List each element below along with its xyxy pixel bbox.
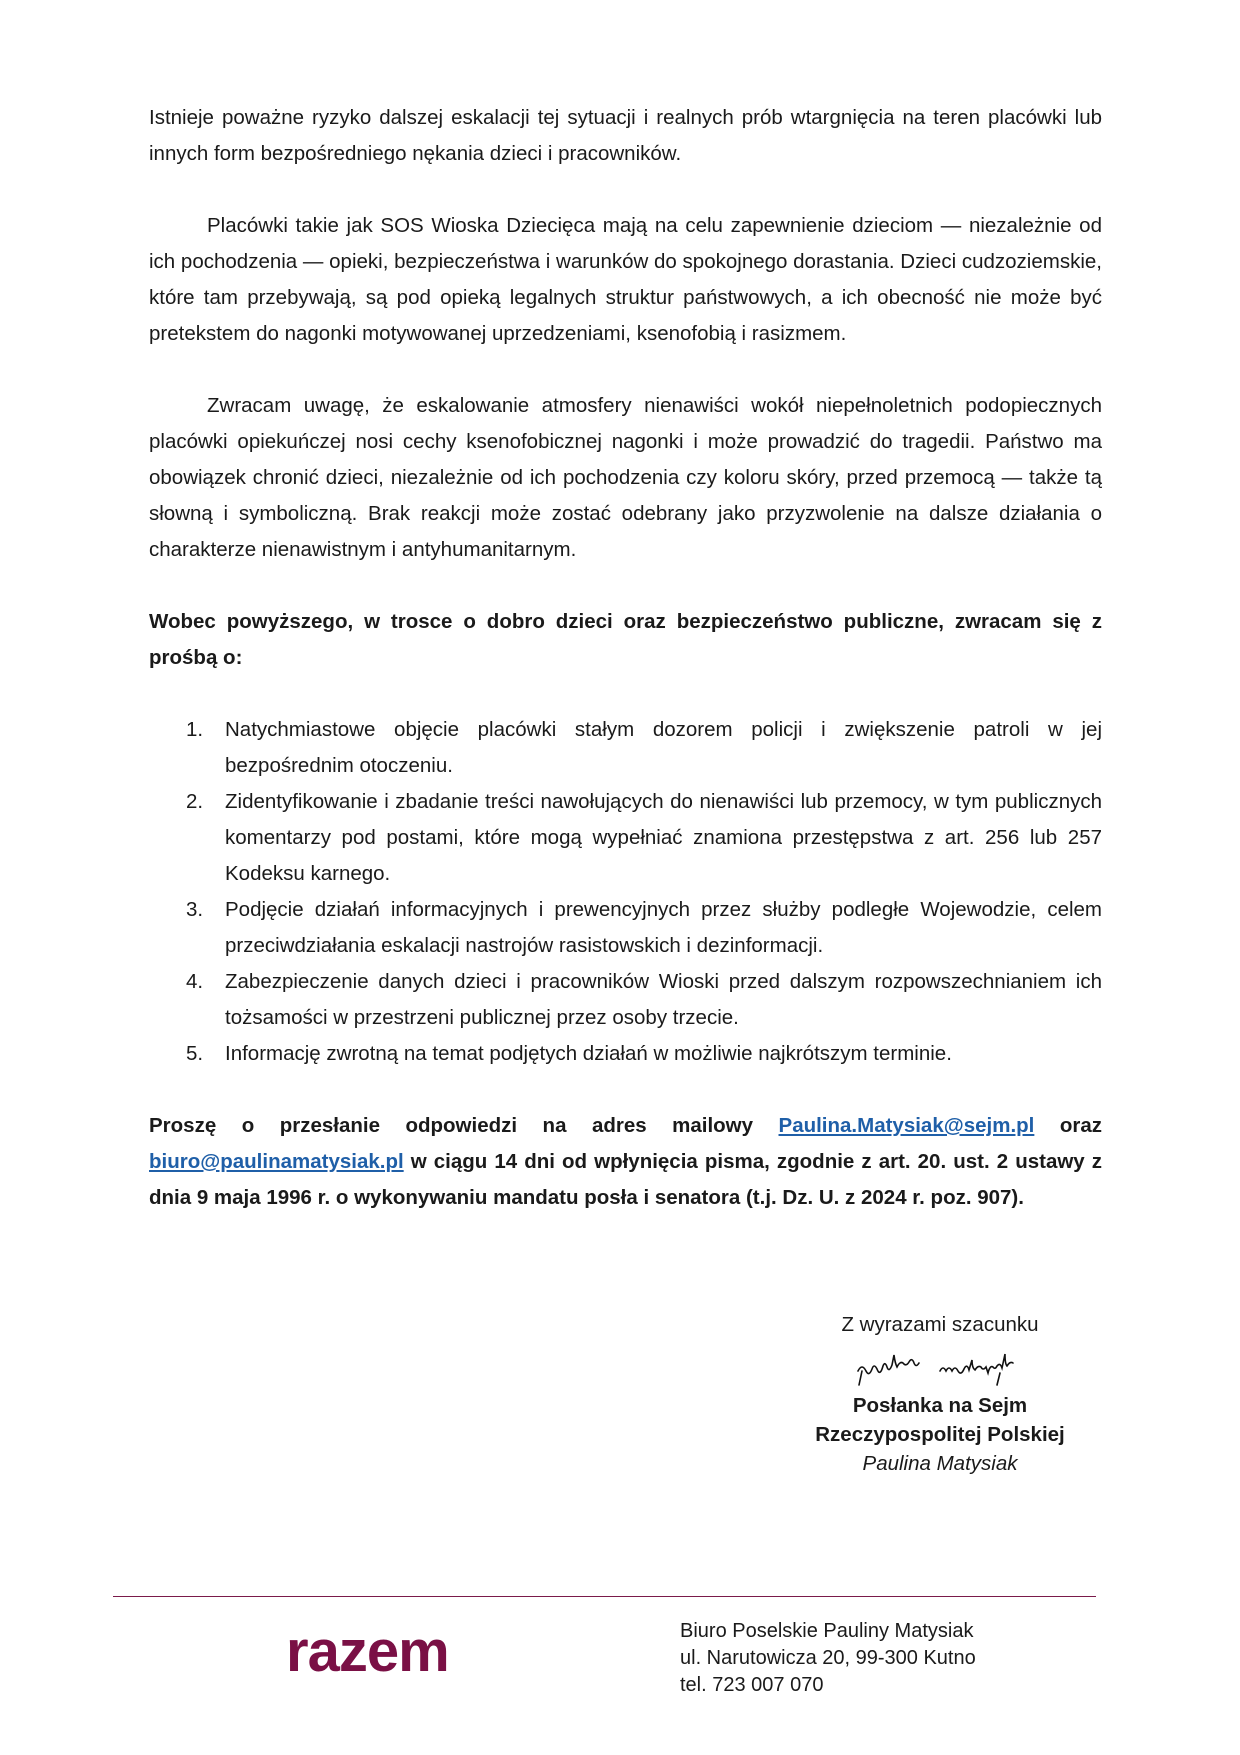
closing-block (750, 1310, 1130, 1478)
footer-divider (113, 1596, 1096, 1597)
salutation: Z wyrazami szacunku (841, 1313, 1039, 1336)
reply-text-mid: oraz (1034, 1114, 1102, 1137)
list-item (149, 712, 1102, 784)
reply-text-pre: Proszę o przesłanie odpowiedzi na adres mailowy (149, 1114, 779, 1137)
list-number: 2. (186, 790, 204, 813)
list-item (149, 1036, 1102, 1072)
title-line-1: Posłanka na Sejm (852, 1394, 1028, 1417)
title-line-2: Rzeczypospolitej Polskiej (815, 1423, 1065, 1446)
paragraph-risk: Istnieje poważne ryzyko dalszej eskalacji tej sytuacji i realnych prób wtargnięcia na teren placówki lub innych form bezpośredniego nękania dzieci i pracowników. (149, 106, 1102, 165)
request-list (149, 712, 1102, 1072)
list-text: Zidentyfikowanie i zbadanie treści nawołujących do nienawiści lub przemocy, w tym publicznych komentarzy pod postami, które mogą wypełniać znamiona przestępstwa z art. 256 lub 257 Kodeksu karnego. (225, 790, 1102, 885)
email-link-office[interactable]: biuro@paulinamatysiak.pl (149, 1150, 404, 1173)
reply-request (149, 1108, 1102, 1216)
list-text: Informację zwrotną na temat podjętych działań w możliwie najkrótszym terminie. (225, 1042, 952, 1065)
list-item (149, 784, 1102, 892)
list-number: 4. (186, 970, 204, 993)
list-number: 5. (186, 1042, 204, 1065)
paragraph-attention: Zwracam uwagę, że eskalowanie atmosfery nienawiści wokół niepełnoletnich podopiecznych placówki opiekuńczej nosi cechy ksenofobicznej nagonki i może prowadzić do tragedii. Państwo ma obowiązek chronić dzieci, niezależnie od ich pochodzenia czy koloru skóry, przed przemocą — także tą słowną i symboliczną. Brak reakcji może zostać odebrany jako przyzwolenie na dalsze działania o charakterze nienawistnym i antyhumanitarnym. (149, 394, 1102, 561)
reply-text-post: w ciągu 14 dni od wpłynięcia pisma, zgodnie z art. 20. ust. 2 ustawy z dnia 9 maja 1996 r. o wykonywaniu mandatu posła i senatora (t.j. Dz. U. z 2024 r. poz. 907). (149, 1150, 1102, 1209)
list-item (149, 964, 1102, 1036)
office-address: ul. Narutowicza 20, 99-300 Kutno (680, 1647, 976, 1669)
office-phone: tel. 723 007 070 (680, 1674, 824, 1696)
list-item (149, 892, 1102, 964)
paragraph-purpose: Placówki takie jak SOS Wioska Dziecięca mają na celu zapewnienie dzieciom — niezależnie od ich pochodzenia — opieki, bezpieczeństwa i warunków do spokojnego dorastania. Dzieci cudzoziemskie, które tam przebywają, są pod opieką legalnych struktur państwowych, a ich obecność nie może być pretekstem do nagonki motywowanej uprzedzeniami, ksenofobią i rasizmem. (149, 214, 1102, 345)
list-text: Zabezpieczenie danych dzieci i pracowników Wioski przed dalszym rozpowszechnianiem ich tożsamości w przestrzeni publicznej przez osoby trzecie. (225, 970, 1102, 1029)
request-intro: Wobec powyższego, w trosce o dobro dzieci oraz bezpieczeństwo publiczne, zwracam się z prośbą o: (149, 610, 1102, 669)
handwritten-signature (750, 1341, 1130, 1391)
list-text: Podjęcie działań informacyjnych i prewencyjnych przez służby podległe Wojewodzie, celem przeciwdziałania eskalacji nastrojów rasistowskich i dezinformacji. (225, 898, 1102, 957)
office-address-block (680, 1618, 976, 1699)
list-number: 1. (186, 718, 204, 741)
list-number: 3. (186, 898, 204, 921)
razem-logo: razem (286, 1619, 449, 1684)
email-link-sejm[interactable]: Paulina.Matysiak@sejm.pl (778, 1114, 1035, 1137)
office-name: Biuro Poselskie Pauliny Matysiak (680, 1620, 974, 1642)
letter-body (149, 100, 1102, 1216)
signer-name: Paulina Matysiak (862, 1452, 1018, 1475)
list-text: Natychmiastowe objęcie placówki stałym dozorem policji i zwiększenie patroli w jej bezpośrednim otoczeniu. (225, 718, 1102, 777)
